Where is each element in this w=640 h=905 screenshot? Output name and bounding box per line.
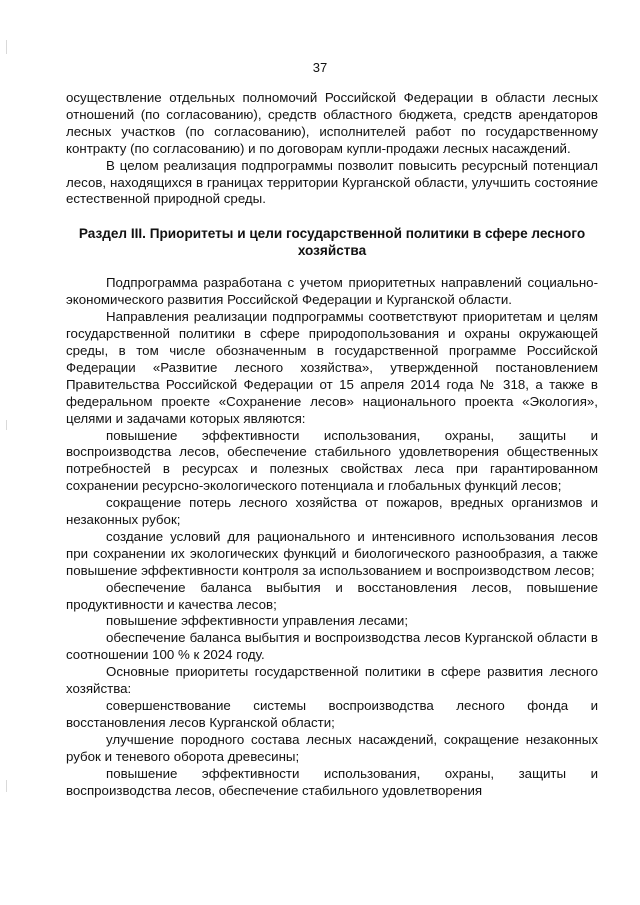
list-item: обеспечение баланса выбытия и воспроизводства лесов Курганской области в соотношении 100 % к 2024 году. bbox=[66, 630, 598, 663]
document-body bbox=[66, 90, 598, 799]
list-item: повышение эффективности управления лесами; bbox=[106, 613, 409, 629]
section-heading: Раздел III. Приоритеты и цели государственной политики в сфере лесного хозяйства bbox=[78, 226, 586, 258]
list-item: повышение эффективности использования, охраны, защиты и воспроизводства лесов, обеспечение стабильного удовлетворения общественных потребностей в ресурсах и полезных свойствах леса при гарантированном сохранении ресурсно-экологического потенциала и глобальных функций лесов; bbox=[66, 427, 598, 494]
scan-edge-mark bbox=[6, 420, 7, 430]
list-item: повышение эффективности использования, охраны, защиты и воспроизводства лесов, обеспечение стабильного удовлетворения bbox=[66, 765, 598, 798]
scan-edge-mark bbox=[6, 40, 7, 54]
paragraph: Направления реализации подпрограммы соответствуют приоритетам и целям государственной политики в сфере природопользования и охраны окружающей среды, в том числе обозначенным в государственной программе Российской Федерации «Развитие лесного хозяйства», утвержденной постановлением Правительства Российской Федерации от 15 апреля 2014 года № 318, а также в федеральном проекте «Сохранение лесов» национального проекта «Экология», целями и задачами которых являются: bbox=[66, 309, 598, 426]
list-item: обеспечение баланса выбытия и восстановления лесов, повышение продуктивности и качества лесов; bbox=[66, 579, 598, 612]
paragraph: осуществление отдельных полномочий Российской Федерации в области лесных отношений (по согласованию), средств областного бюджета, средств арендаторов лесных участков (по согласованию), исполнителей работ по государственному контракту (по согласованию) и по договорам купли-продажи лесных насаждений. bbox=[66, 90, 598, 156]
list-item: улучшение породного состава лесных насаждений, сокращение незаконных рубок и теневого оборота древесины; bbox=[66, 731, 598, 764]
list-item: совершенствование системы воспроизводства лесного фонда и восстановления лесов Курганской области; bbox=[66, 698, 598, 730]
paragraph: Основные приоритеты государственной политики в сфере развития лесного хозяйства: bbox=[66, 664, 598, 697]
paragraph: В целом реализация подпрограммы позволит повысить ресурсный потенциал лесов, находящихся в границах территории Курганской области, улучшить состояние естественной природной среды. bbox=[66, 157, 598, 207]
list-item: создание условий для рационального и интенсивного использования лесов при сохранении их экологических функций и биологического разнообразия, а также повышение эффективности контроля за использованием и воспроизводством лесов; bbox=[66, 528, 598, 578]
list-item: сокращение потерь лесного хозяйства от пожаров, вредных организмов и незаконных рубок; bbox=[66, 495, 598, 528]
scan-edge-mark bbox=[6, 780, 7, 792]
paragraph: Подпрограмма разработана с учетом приоритетных направлений социально-экономического развития Российской Федерации и Курганской области. bbox=[66, 275, 598, 308]
page-number: 37 bbox=[312, 60, 328, 75]
